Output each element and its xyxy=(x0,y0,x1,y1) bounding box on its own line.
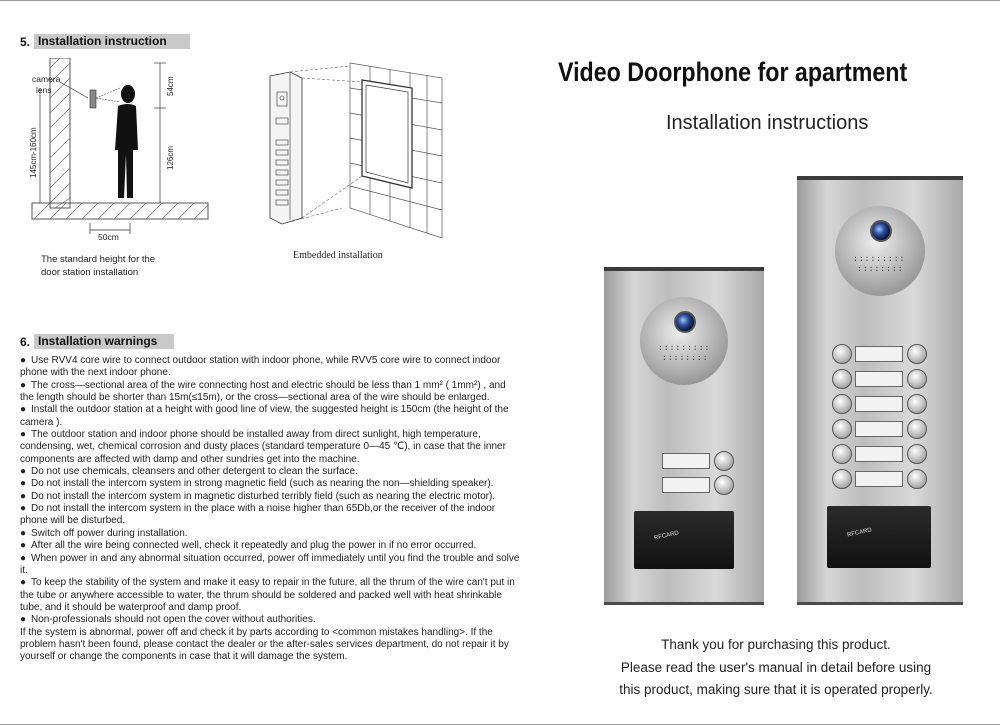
call-button[interactable] xyxy=(907,444,927,464)
thanks-line1: Thank you for purchasing this product. xyxy=(661,637,891,652)
rfid-reader[interactable] xyxy=(827,506,931,568)
warning-item: ● Do not install the intercom system in magnetic disturbed terribly field (such as nearing the electric motor). xyxy=(20,490,496,502)
warning-item: ● Use RVV4 core wire to connect outdoor station with indoor phone, while RVV5 core wire to connect indoor phone with the next indoor phone. xyxy=(20,355,501,379)
name-card xyxy=(855,446,903,462)
lens-label: lens xyxy=(36,85,52,95)
height-diagram xyxy=(20,58,210,258)
top-rule xyxy=(0,0,1000,1)
panel-top-edge xyxy=(797,176,963,180)
embedded-caption: Embedded installation xyxy=(293,250,383,261)
warning-item: ● Do not use chemicals, cleansers and other detergent to clean the surface. xyxy=(20,466,358,478)
name-card xyxy=(662,477,710,493)
warning-tail: If the system is abnormal, power off and check it by parts according to <common mistakes handling>. If the problem hasn't been found, please contact the dealer or the after-sales services department, do not repair it by yourself or change the components in case that it will damage the system. xyxy=(20,626,509,663)
call-button[interactable] xyxy=(907,419,927,439)
warning-item: ● After all the wire being connected well, check it repeatedly and plug the power in if no error occurred. xyxy=(20,540,477,552)
product-subtitle: Installation instructions xyxy=(666,112,869,134)
door-station-2-button xyxy=(604,267,764,605)
rfid-card-label: RFCARD xyxy=(653,530,680,542)
warning-item: ● Non-professionals should not open the cover without authorities. xyxy=(20,614,316,626)
warning-item: ● Do not install the intercom system in strong magnetic field (such as nearing the non—shielding speaker). xyxy=(20,478,494,490)
height-caption-line2: door station installation xyxy=(41,267,139,278)
name-card xyxy=(855,371,903,387)
name-card xyxy=(855,421,903,437)
warning-item: ● Switch off power during installation. xyxy=(20,527,188,539)
speaker-grille-icon: :::::::: xyxy=(662,353,709,362)
name-card xyxy=(855,346,903,362)
section5-number: 5. xyxy=(20,35,31,49)
camera-module xyxy=(640,297,728,385)
door-station-12-button xyxy=(797,176,963,605)
warning-item: ● Install the outdoor station at a height with good line of view, the suggested height is 150cm (the height of the camera ). xyxy=(20,404,509,428)
call-button[interactable] xyxy=(832,369,852,389)
section6-number: 6. xyxy=(20,335,31,349)
call-button[interactable] xyxy=(907,369,927,389)
call-button[interactable] xyxy=(832,419,852,439)
dim-126-label: 126cm xyxy=(166,145,175,170)
dim-50-label: 50cm xyxy=(98,232,119,242)
camera-lens-icon xyxy=(870,220,892,242)
name-card xyxy=(855,471,903,487)
camera-lens-icon xyxy=(674,311,696,333)
call-button[interactable] xyxy=(832,444,852,464)
warning-item: ● The cross—sectional area of the wire connecting host and electric should be less than 1 mm² ( 1mm²) , and the length should be shorter than 15m(≤15m), or the cross—sectional area of the wire should be enlarged. xyxy=(20,379,506,404)
call-button[interactable] xyxy=(907,394,927,414)
call-button[interactable] xyxy=(714,451,734,471)
call-button[interactable] xyxy=(714,475,734,495)
camera-module xyxy=(835,206,925,296)
section6-title: Installation warnings xyxy=(34,334,174,349)
camera-label: camera xyxy=(32,74,61,84)
thanks-block xyxy=(606,634,946,702)
warning-item: ● To keep the stability of the system and make it easy to repair in the future, all the thrum of the wire can't put in the tube or anywhere accessible to water, the thrum should be soldered and packed well with heat shrinkable tube, and it should be waterproof and damp proof. xyxy=(20,577,515,613)
height-caption xyxy=(41,253,155,279)
panel-top-edge xyxy=(604,267,764,271)
dim-54-label: 54cm xyxy=(166,76,175,96)
name-card xyxy=(662,453,710,469)
range-label: 145cm-160cm xyxy=(29,127,38,178)
speaker-grille-icon: ::::::::: xyxy=(658,343,711,352)
call-button[interactable] xyxy=(907,344,927,364)
speaker-grille-icon: ::::::::: xyxy=(853,254,906,263)
warning-item: ● The outdoor station and indoor phone should be installed away from direct sunlight, high temperature, condensing, wet, chemical corrosion and dusty places (standard temperature 0—45 ℃), in case that the inner components are affected with damp and other sundries get into the machine. xyxy=(20,429,506,465)
call-button[interactable] xyxy=(832,344,852,364)
height-caption-line1: The standard height for the xyxy=(41,254,156,265)
panel-bottom-edge xyxy=(604,602,764,605)
call-button[interactable] xyxy=(832,469,852,489)
speaker-grille-icon: :::::::: xyxy=(857,264,904,273)
embedded-diagram xyxy=(262,58,452,243)
section5-title: Installation instruction xyxy=(34,34,190,49)
thanks-line2: Please read the user's manual in detail before using xyxy=(620,659,932,675)
name-card xyxy=(855,396,903,412)
panel-bottom-edge xyxy=(797,602,963,605)
rfid-card-label: RFCARD xyxy=(846,527,873,539)
warnings-list xyxy=(20,355,520,664)
call-button[interactable] xyxy=(907,469,927,489)
call-button[interactable] xyxy=(832,394,852,414)
thanks-line3: this product, making sure that it is operated properly. xyxy=(619,682,933,697)
product-title: Video Doorphone for apartment xyxy=(558,57,908,87)
warning-item: ● Do not install the intercom system in the place with a noise higher than 65Db,or the receiver of the indoor phone will be disturbed. xyxy=(20,503,496,527)
warning-item: ● When power in and any abnormal situation occurred, power off immediately until you find the trouble and solve it. xyxy=(20,552,520,576)
rfid-reader[interactable] xyxy=(634,511,734,569)
